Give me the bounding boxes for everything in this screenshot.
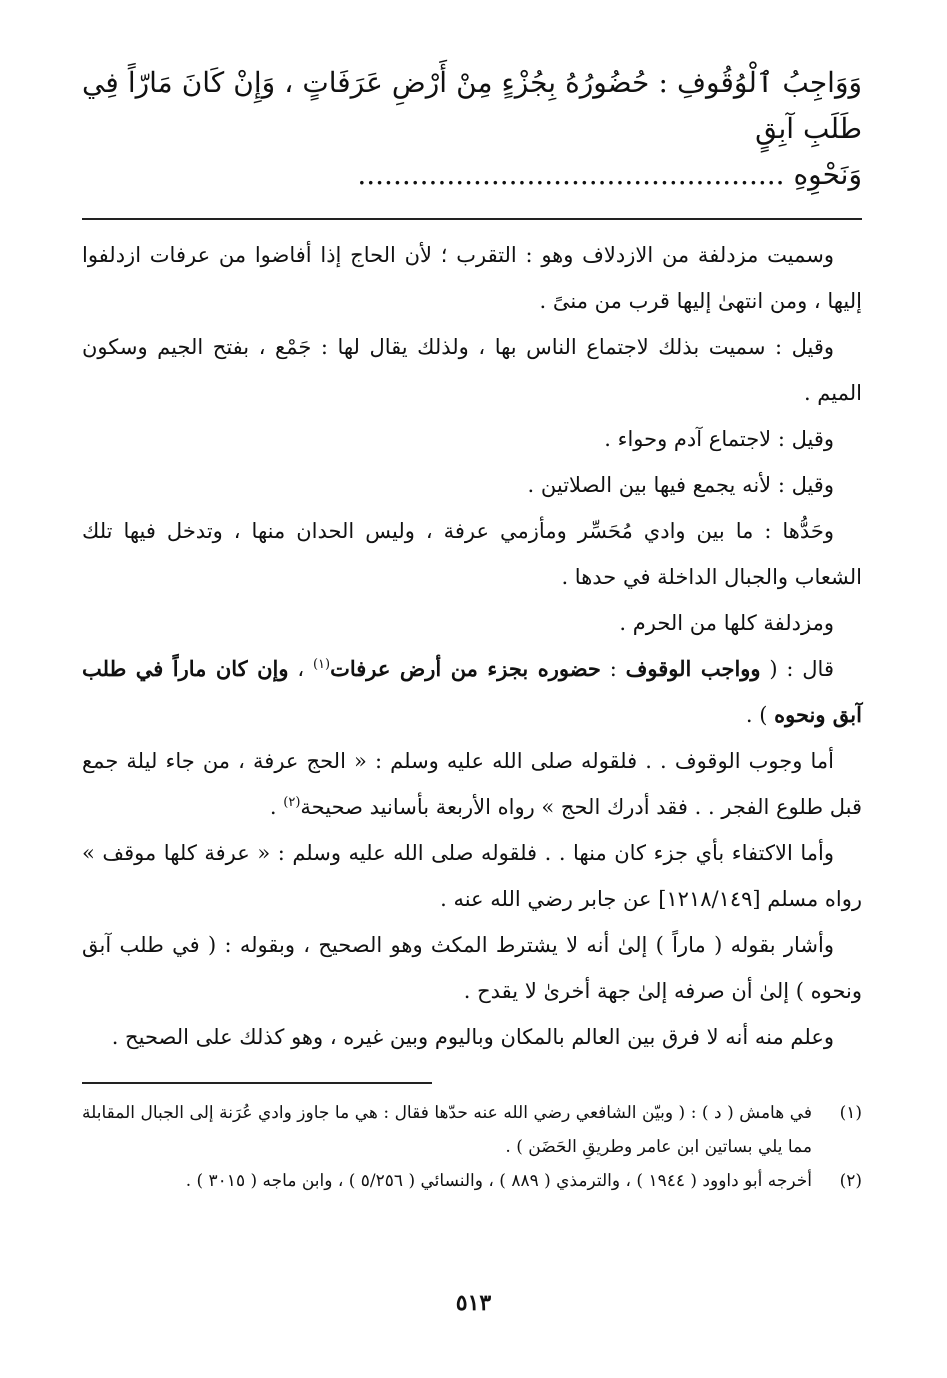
matn-separator-rule <box>82 218 862 220</box>
footnote-separator-rule <box>82 1082 432 1084</box>
footnote-ref-1[interactable]: (١) <box>312 657 331 672</box>
commentary-paragraph: وقيل : لاجتماع آدم وحواء . <box>604 427 834 451</box>
matn-dots: ................................................ <box>357 158 785 191</box>
footnote <box>82 1164 862 1198</box>
iktifa-paragraph: وأما الاكتفاء بأي جزء كان منها . . فلقوله صلى الله عليه وسلم : « عرفة كلها موقف » رواه مسلم [١٢١٨/١٤٩] عن جابر رضي الله عنه . <box>82 841 862 911</box>
page-number: ٥١٣ <box>455 1290 492 1316</box>
matn-line-1: وَوَاجِبُ ٱلْوُقُوفِ : حُضُورُهُ بِجُزْءٍ مِنْ أَرْضِ عَرَفَاتٍ ، وَإِنْ كَانَ مَارّاً فِي طَلَبِ آبِقٍ <box>82 66 862 145</box>
footnote <box>82 1096 862 1164</box>
matn-line-2: وَنَحْوِهِ <box>793 158 862 191</box>
footnote-number: (٢) <box>839 1171 862 1191</box>
commentary-paragraph: وسميت مزدلفة من الازدلاف وهو : التقرب ؛ لأن الحاج إذا أفاضوا من عرفات ازدلفوا إليها ، ومن انتهىٰ إليها قرب من منىً . <box>82 243 862 313</box>
qala-bold-1: وواجب الوقوف <box>625 656 761 681</box>
qala-paragraph: قال : ( وواجب الوقوف : حضوره بجزء من أرض عرفات$^{(١)}$ ، وإن كان ماراً في طلب آبق ونحوه ) . <box>82 656 862 727</box>
commentary-paragraph: ومزدلفة كلها من الحرم . <box>619 611 834 635</box>
matn-text <box>82 60 862 198</box>
commentary-paragraph: وحَدُّها : ما بين وادي مُحَسِّر ومأزمي عرفة ، وليس الحدان منها ، وتدخل فيها تلك الشعاب والجبال الداخلة في حدها . <box>82 519 862 589</box>
commentary-paragraph: وقيل : سميت بذلك لاجتماع الناس بها ، ولذلك يقال لها : جَمْع ، بفتح الجيم وسكون الميم . <box>82 335 862 405</box>
commentary-paragraph: وقيل : لأنه يجمع فيها بين الصلاتين . <box>527 473 834 497</box>
book-page <box>82 60 862 1198</box>
footnote-ref-2[interactable]: (٢) <box>283 795 301 810</box>
qala-bold-2: حضوره بجزء من أرض عرفات <box>330 656 601 681</box>
wujub-paragraph: أما وجوب الوقوف . . فلقوله صلى الله عليه وسلم : « الحج عرفة ، من جاء ليلة جمع قبل طلوع الفجر . . فقد أدرك الحج » رواه الأربعة بأسانيد صحيحة$^{(٢)}$ . <box>82 749 862 819</box>
qala-bold-3: وإن كان ماراً في طلب آبق ونحوه <box>82 656 862 727</box>
footnote-number: (١) <box>839 1103 862 1123</box>
ilm-paragraph: وعلم منه أنه لا فرق بين العالم بالمكان وباليوم وبين غيره ، وهو كذلك على الصحيح . <box>111 1025 834 1049</box>
footnote-text: في هامش ( د ) : ( وبيّن الشافعي رضي الله عنه حدّها فقال : هي ما جاوز وادي عُرَنة إلى الجبال المقابلة مما يلي بساتين ابن عامر وطريقِ الحَضَن ) . <box>82 1103 812 1157</box>
footnote-text: أخرجه أبو داوود ( ١٩٤٤ ) ، والترمذي ( ٨٨٩ ) ، والنسائي ( ٥/٢٥٦ ) ، وابن ماجه ( ٣٠١٥ ) . <box>185 1171 812 1191</box>
ishara-paragraph: وأشار بقوله ( ماراً ) إلىٰ أنه لا يشترط المكث وهو الصحيح ، وبقوله : ( في طلب آبق ونحوه ) إلىٰ أن صرفه إلىٰ جهة أخرىٰ لا يقدح . <box>82 933 862 1003</box>
